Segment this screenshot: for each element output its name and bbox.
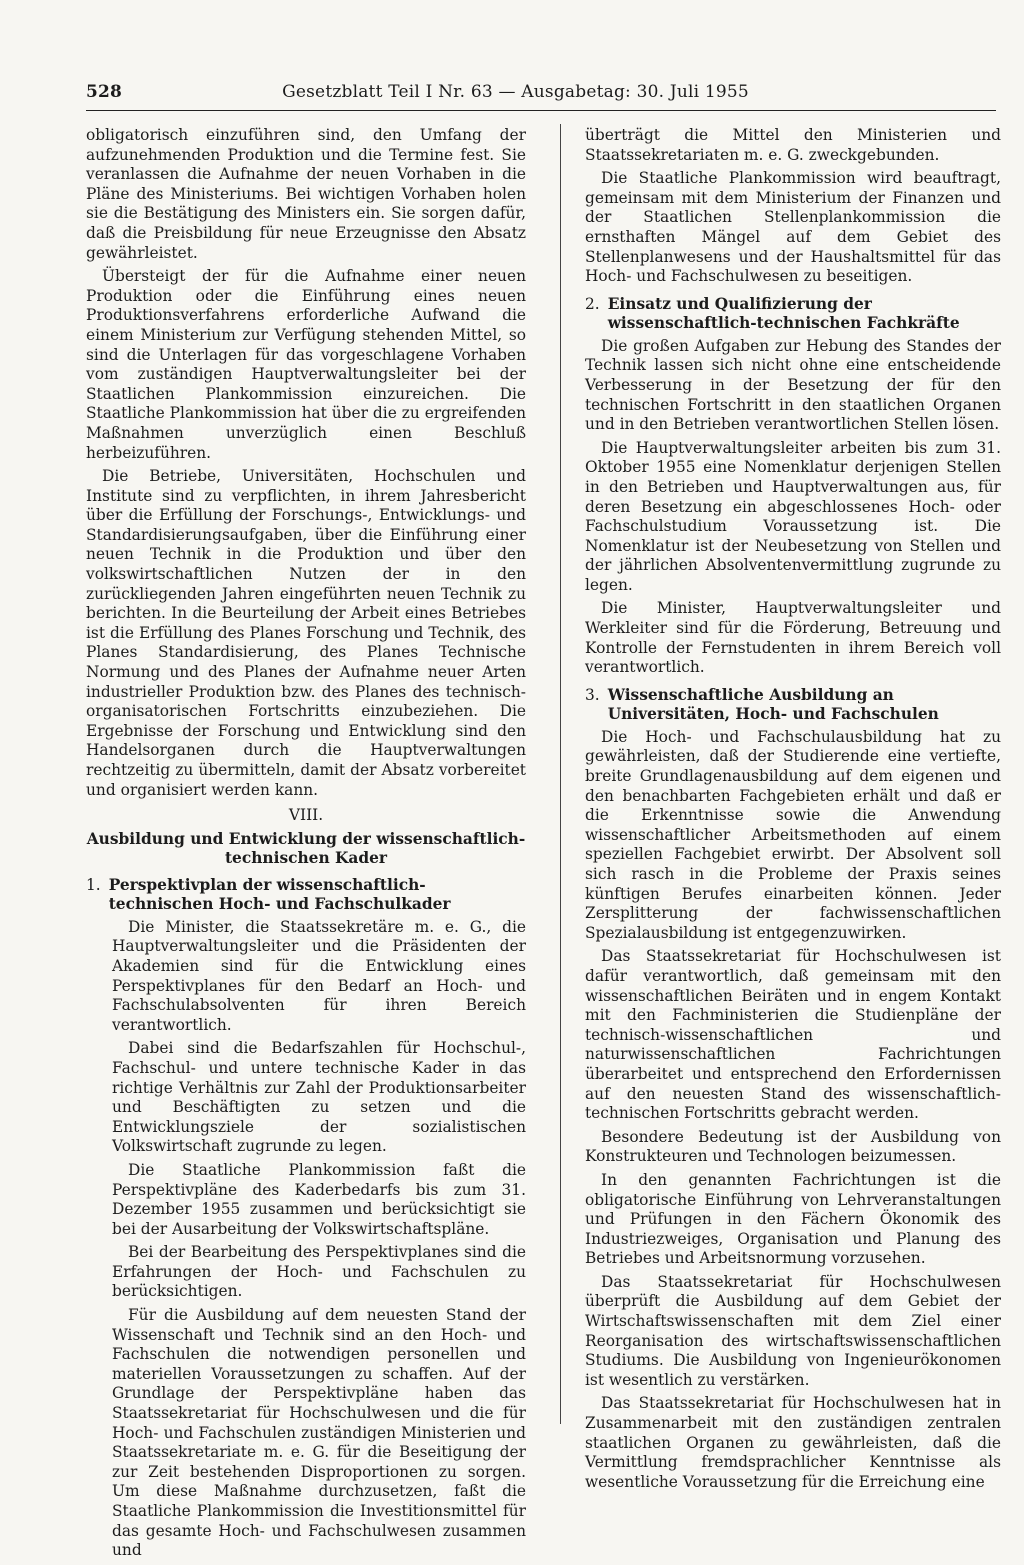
page-header bbox=[86, 82, 996, 108]
header-title: Gesetzblatt Teil I Nr. 63 — Ausgabetag: 30. Juli 1955 bbox=[282, 82, 749, 102]
paragraph: Das Staatssekretariat für Hochschulwesen überprüft die Ausbildung auf dem Gebiet der Wirtschaftswissenschaften mit dem Ziel einer Reorganisation des wirtschaftswissenschaftlichen Studiums. Die Ausbildung von Ingenieurökonomen ist wesentlich zu verstärken. bbox=[585, 1272, 1001, 1389]
item-heading bbox=[86, 876, 526, 914]
item-number: 1. bbox=[86, 875, 101, 894]
paragraph: obligatorisch einzuführen sind, den Umfang der aufzunehmenden Produktion und die Termine fest. Sie veranlassen die Aufnahme der neuen Vorhaben in die Pläne des Ministeriums. Bei wichtigen Vorhaben holen sie die Bestätigung des Ministers ein. Sie sorgen dafür, daß die Preisbildung für neue Erzeugnisse den Absatz gewährleistet. bbox=[86, 126, 526, 262]
paragraph: Die Minister, die Staatssekretäre m. e. G., die Hauptverwaltungsleiter und die Präsidenten der Akademien sind für die Entwicklung eines Perspektivplanes für den Bedarf an Hoch- und Fachschulabsolventen für ihren Bereich verantwortlich. bbox=[112, 917, 526, 1034]
right-column bbox=[585, 126, 1001, 1496]
paragraph: überträgt die Mittel den Ministerien und Staatssekretariaten m. e. G. zweckgebunden. bbox=[585, 126, 1001, 164]
paragraph: Die Betriebe, Universitäten, Hochschulen und Institute sind zu verpflichten, in ihrem Jahresbericht über die Erfüllung der Forschungs-, Entwicklungs- und Standardisierungsaufgaben, über die Einführung einer neuen Technik in die Produktion und über den volkswirtschaftlichen Nutzen der in den zurückliegenden Jahren eingeführten neuen Technik zu berichten. In die Beurteilung der Arbeit eines Betriebes ist die Erfüllung des Planes Forschung und Technik, des Planes Standardisierung, des Planes Technische Normung und des Planes der Aufnahme neuer Arten industrieller Produktion bzw. des Planes des technisch-organisatorischen Fortschritts einzubeziehen. Die Ergebnisse der Forschung und Entwicklung sind den Handelsorganen durch die Hauptverwaltungen rechtzeitig zu übermitteln, damit der Absatz vorbereitet und organisiert werden kann. bbox=[86, 467, 526, 799]
section-number: VIII. bbox=[288, 806, 324, 825]
section-title: Ausbildung und Entwicklung der wissenschaftlich-technischen Kader bbox=[86, 829, 526, 867]
item-heading bbox=[585, 295, 1001, 333]
paragraph: Das Staatssekretariat für Hochschulwesen ist dafür verantwortlich, daß gemeinsam mit den wissenschaftlichen Beiräten und in engem Kontakt mit den Fachministerien die Studienpläne der technisch-wissenschaftlichen und naturwissenschaftlichen Fachrichtungen überarbeitet und entsprechend den Erfordernissen auf den neuesten Stand des wissenschaftlich-technischen Fortschritts gebracht werden. bbox=[585, 947, 1001, 1123]
paragraph: Für die Ausbildung auf dem neuesten Stand der Wissenschaft und Technik sind an den Hoch- und Fachschulen die notwendigen personellen und materiellen Voraussetzungen zu schaffen. Auf der Grundlage der Perspektivpläne haben das Staatssekretariat für Hochschulwesen und die für Hoch- und Fachschulen zuständigen Ministerien und Staatssekretariate m. e. G. für die Beseitigung der zur Zeit bestehenden Disproportionen zu sorgen. Um diese Maßnahme durchzusetzen, faßt die Staatliche Plankommission die Investitionsmittel für das gesamte Hoch- und Fachschulwesen zusammen und bbox=[112, 1306, 526, 1560]
paragraph: Die Hoch- und Fachschulausbildung hat zu gewährleisten, daß der Studierende eine vertiefte, breite Grundlagenausbildung auf dem eigenen und den benachbarten Fachgebieten erhält und daß er die Erkenntnisse sowie die Anwendung wissenschaftlicher Arbeitsmethoden auf einem speziellen Fachgebiet erwirbt. Der Absolvent soll sich rasch in die Probleme der Praxis seines künftigen Berufes einarbeiten können. Jeder Zersplitterung der fachwissenschaftlichen Spezialausbildung ist entgegenzuwirken. bbox=[585, 727, 1001, 942]
paragraph: Besondere Bedeutung ist der Ausbildung von Konstrukteuren und Technologen beizumessen. bbox=[585, 1127, 1001, 1166]
item-title: Wissenschaftliche Ausbildung an Universitäten, Hoch- und Fachschulen bbox=[607, 685, 939, 723]
paragraph: Die Hauptverwaltungsleiter arbeiten bis zum 31. Oktober 1955 eine Nomenklatur derjenigen Stellen in den Betrieben und Hauptverwaltungen aus, für deren Besetzung ein abgeschlossenes Hoch- oder Fachschulstudium Voraussetzung ist. Die Nomenklatur ist der Neubesetzung von Stellen und der jährlichen Absolventenvermittlung zugrunde zu legen. bbox=[585, 438, 1001, 594]
paragraph: In den genannten Fachrichtungen ist die obligatorische Einführung von Lehrveranstaltungen und Prüfungen in den Fächern Ökonomik des Industriezweiges, Organisation und Planung des Betriebes und Arbeitsnormung vorzusehen. bbox=[585, 1170, 1001, 1268]
header-rule bbox=[86, 110, 996, 111]
paragraph: Die Staatliche Plankommission faßt die Perspektivpläne des Kaderbedarfs bis zum 31. Dezember 1955 zusammen und berücksichtigt sie bei der Ausarbeitung der Volkswirtschaftspläne. bbox=[112, 1160, 526, 1238]
left-column bbox=[86, 126, 526, 1565]
item-number: 3. bbox=[585, 685, 600, 704]
paragraph: Die Staatliche Plankommission wird beauftragt, gemeinsam mit dem Ministerium der Finanzen und der Staatlichen Stellenplankommission die ernsthaften Mängel auf dem Gebiet des Stellenplanwesens und der Haushaltsmittel für das Hoch- und Fachschulwesen zu beseitigen. bbox=[585, 169, 1001, 286]
paragraph: Das Staatssekretariat für Hochschulwesen hat in Zusammenarbeit mit den zuständigen zentralen staatlichen Organen zu gewährleisten, daß die Vermittlung fremdsprachlicher Kenntnisse als wesentliche Voraussetzung für die Erreichung eine bbox=[585, 1394, 1001, 1491]
item-body bbox=[86, 918, 526, 1561]
item-heading bbox=[585, 686, 1001, 724]
column-divider bbox=[560, 124, 561, 1424]
item-title: Perspektivplan der wissenschaftlich-technischen Hoch- und Fachschulkader bbox=[108, 875, 451, 913]
item-number: 2. bbox=[585, 294, 600, 313]
page-number: 528 bbox=[86, 82, 123, 102]
paragraph: Übersteigt der für die Aufnahme einer neuen Produktion oder die Einführung eines neuen Produktionsverfahrens erforderliche Aufwand die einem Ministerium zur Verfügung stehenden Mittel, so sind die Unterlagen für das vorgeschlagene Vorhaben vom zuständigen Hauptverwaltungsleiter bei der Staatlichen Plankommission einzureichen. Die Staatliche Plankommission hat über die zu ergreifenden Maßnahmen unverzüglich einen Beschluß herbeizuführen. bbox=[86, 267, 526, 462]
paragraph: Bei der Bearbeitung des Perspektivplanes sind die Erfahrungen der Hoch- und Fachschulen zu berücksichtigen. bbox=[112, 1243, 526, 1301]
paragraph: Dabei sind die Bedarfszahlen für Hochschul-, Fachschul- und untere technische Kader in das richtige Verhältnis zur Zahl der Produktionsarbeiter und Beschäftigten zu setzen und die Entwicklungsziele der sozialistischen Volkswirtschaft zugrunde zu legen. bbox=[112, 1039, 526, 1156]
item-title: Einsatz und Qualifizierung der wissenschaftlich-technischen Fachkräfte bbox=[607, 294, 960, 332]
paragraph: Die großen Aufgaben zur Hebung des Standes der Technik lassen sich nicht ohne eine entscheidende Verbesserung in der Besetzung der für den technischen Fortschritt in den staatlichen Organen und in den Betrieben verantwortlichen Stellen lösen. bbox=[585, 336, 1001, 434]
paragraph: Die Minister, Hauptverwaltungsleiter und Werkleiter sind für die Förderung, Betreuung und Kontrolle der Fernstudenten in ihrem Bereich voll verantwortlich. bbox=[585, 599, 1001, 677]
